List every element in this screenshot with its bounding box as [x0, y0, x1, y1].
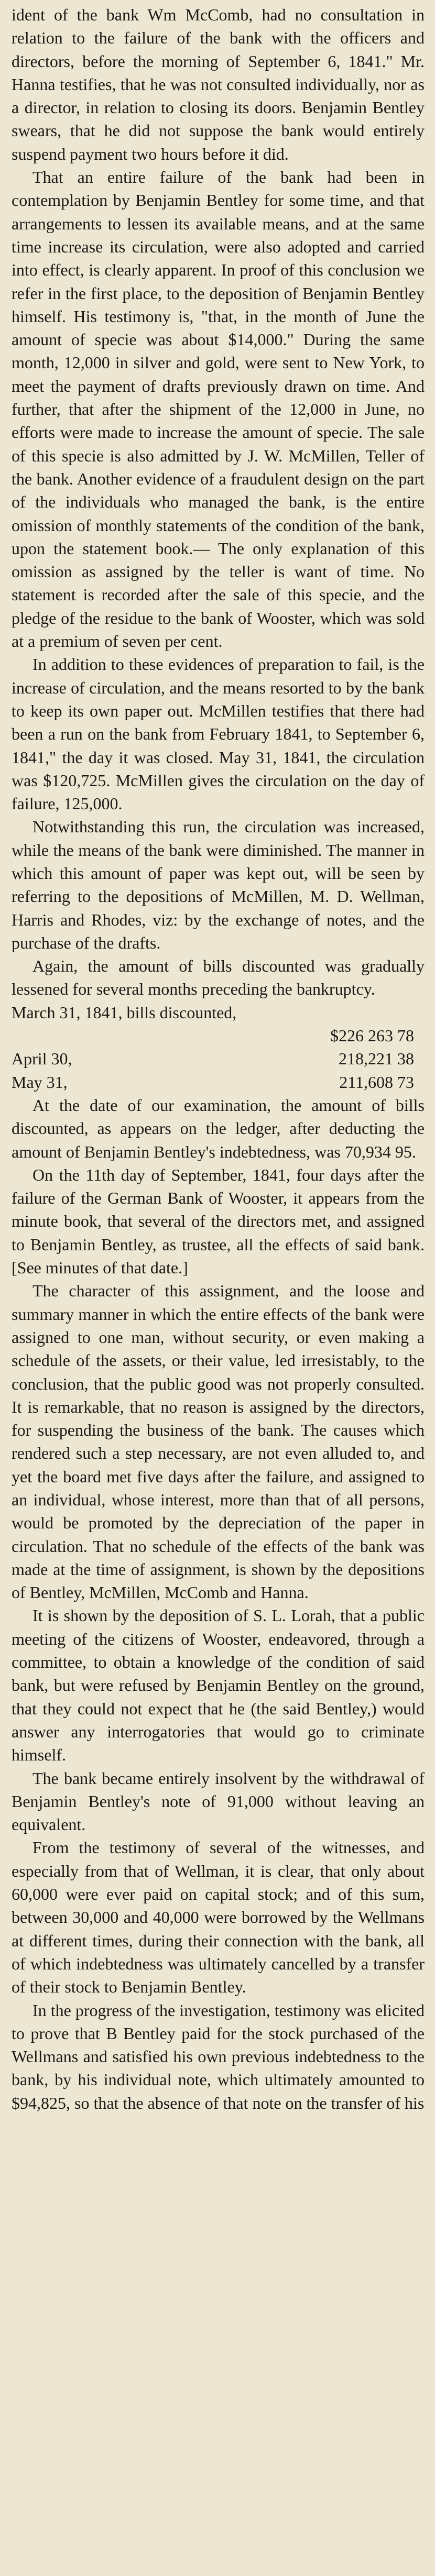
row-amount: 218,221 38 [339, 1049, 414, 1069]
table-row [12, 1071, 425, 1094]
paragraph: That an entire failure of the bank had been in contemplation by Benjamin Bentley for some time, and that arrangements to lessen its available means, and at the same time increase its circulation, were also adopted and carried into effect, is clearly apparent. In proof of this conclusion we refer in the first place, to the deposition of Benjamin Bentley himself. His testimony is, "that, in the month of June the amount of specie was about $14,000." During the same month, 12,000 in silver and gold, were sent to New York, to meet the payment of drafts previously drawn on time. And further, that after the shipment of the 12,000 in June, no efforts were made to increase the amount of specie. The sale of this specie is also admitted by J. W. McMillen, Teller of the bank. Another evidence of a fraudulent design on the part of the individuals who managed the bank, is the entire omission of monthly statements of the condition of the bank, upon the statement book.— The only explanation of this omission as assigned by the teller is want of time. No statement is recorded after the sale of this specie, and the pledge of the residue to the bank of Wooster, which was sold at a premium of seven per cent. [12, 168, 425, 651]
paragraph: The character of this assignment, and the loose and summary manner in which the entire effects of the bank were assigned to one man, without security, or even making a schedule of the assets, or their value, led irresistably, to the conclusion, that the public good was not properly consulted. It is remarkable, that no reason is assigned by the directors, for suspending the business of the bank. The causes which rendered such a step necessary, are not even alluded to, and yet the board met five days after the failure, and assigned to an individual, whose interest, more than that of all persons, would be promoted by the depreciation of the paper in circulation. That no schedule of the effects of the bank was made at the time of assignment, is shown by the depositions of Bentley, McMillen, McComb and Hanna. [12, 1281, 425, 1602]
paragraph: On the 11th day of September, 1841, four days after the failure of the German Bank of Wooster, it appears from the minute book, that several of the directors met, and assigned to Benjamin Bentley, as trustee, all the effects of said bank. [See minutes of that date.] [12, 1165, 425, 1278]
paragraph: Notwithstanding this run, the circulation was increased, while the means of the bank were diminished. The manner in which this amount of paper was kept out, will be seen by referring to the depositions of McMillen, M. D. Wellman, Harris and Rhodes, viz: by the exchange of notes, and the purchase of the drafts. [12, 817, 425, 952]
paragraph: In addition to these evidences of preparation to fail, is the increase of circulation, and the means resorted to by the bank to keep its own paper out. McMillen testifies that there had been a run on the bank from February 1841, to September 6, 1841," the day it was closed. May 31, 1841, the circulation was $120,725. McMillen gives the circulation on the day of failure, 125,000. [12, 655, 425, 813]
discounts-intro: March 31, 1841, bills discounted, [12, 1003, 237, 1022]
row-amount: $226 263 78 [330, 1026, 414, 1045]
row-label [12, 1024, 173, 1047]
paragraph: From the testimony of several of the witnesses, and especially from that of Wellman, it is clear, that only about 60,000 were ever paid on capital stock; and of this sum, between 30,000 and 40,000 were borrowed by the Wellmans at different times, during their connection with the bank, all of which indebtedness was ultimately cancelled by a transfer of their stock to Benjamin Bentley. [12, 1838, 425, 1997]
paragraph: Again, the amount of bills discounted was gradually lessened for several months preceding the bankruptcy. [12, 956, 425, 999]
paragraph: In the progress of the investigation, testimony was elicited to prove that B Bentley paid for the stock purchased of the Wellmans and satisfied his own previous indebtedness to the bank, by his individual note, which ultimately amounted to $94,825, so that the absence of that note on the transfer of his [12, 2000, 425, 2112]
row-label: May 31, [12, 1072, 68, 1092]
table-row [12, 1047, 425, 1070]
row-amount: 211,608 73 [339, 1072, 414, 1092]
row-label: April 30, [12, 1049, 72, 1069]
paragraph: The bank became entirely insolvent by the withdrawal of Benjamin Bentley's note of 91,000 without leaving an equivalent. [12, 1768, 425, 1834]
paragraph: It is shown by the deposition of S. L. Lorah, that a public meeting of the citizens of Wooster, endeavored, through a committee, to obtain a knowledge of the condition of said bank, but were refused by Benjamin Bentley on the ground, that they could not expect that he (the said Bentley,) would answer any interrogatories that would go to criminate himself. [12, 1606, 425, 1765]
paragraph: At the date of our examination, the amount of bills discounted, as appears on the ledger, after deducting the amount of Benjamin Bentley's indebtedness, was 70,934 95. [12, 1095, 425, 1161]
article-body [12, 3, 425, 2115]
table-row [12, 1024, 425, 1047]
paragraph: ident of the bank Wm McComb, had no consultation in relation to the failure of the bank with the officers and directors, before the morning of September 6, 1841." Mr. Hanna testifies, that he was not consulted individually, nor as a director, in relation to closing its doors. Benjamin Bentley swears, that he did not suppose the bank would entirely suspend payment two hours before it did. [12, 5, 425, 163]
discounts-table [12, 1024, 425, 1094]
